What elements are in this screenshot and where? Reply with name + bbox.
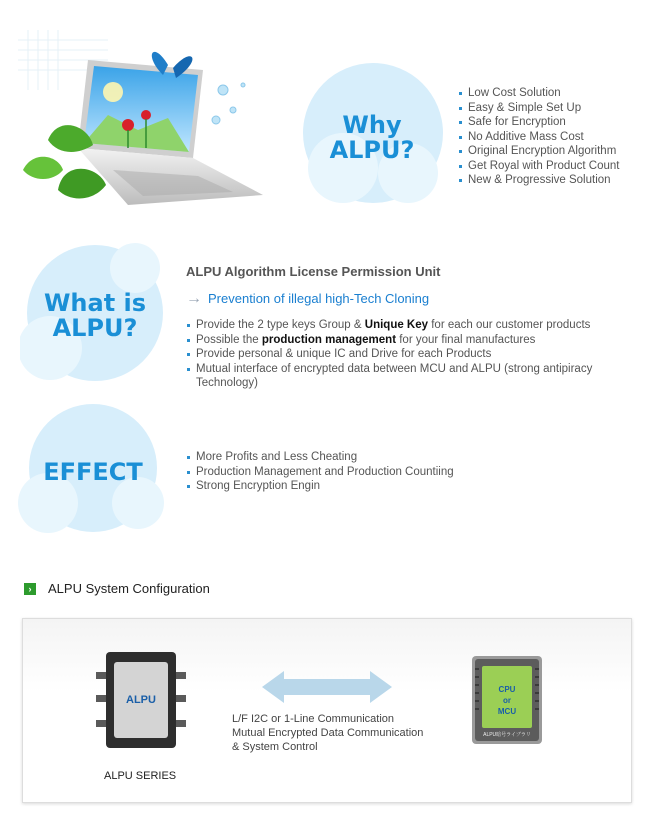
list-item: Production Management and Production Countiing (186, 465, 454, 480)
list-item: Easy & Simple Set Up (458, 101, 620, 116)
list-item: Provide personal & unique IC and Drive for each Products (186, 347, 646, 362)
why-benefits-list (458, 86, 620, 188)
list-item: No Additive Mass Cost (458, 130, 620, 145)
section-title: ALPU System Configuration (48, 581, 210, 596)
cpu-mcu-label: CPU or MCU (497, 685, 517, 716)
alpu-chip-label: ALPU (126, 694, 156, 706)
list-item: Strong Encryption Engin (186, 479, 454, 494)
arrow-right-icon: → (186, 290, 202, 307)
why-heading: Why ALPU? (329, 111, 415, 165)
communication-description: L/F I2C or 1-Line Communication Mutual Encrypted Data Communication & System Control (232, 713, 424, 753)
list-item: New & Progressive Solution (458, 173, 620, 188)
list-item: Mutual interface of encrypted data between MCU and ALPU (strong antipiracy Technology) (186, 362, 646, 391)
list-item: Get Royal with Product Count (458, 159, 620, 174)
effect-list (186, 450, 454, 494)
what-features-list (186, 318, 646, 391)
list-item: Provide the 2 type keys Group & Unique Key for each our customer products (186, 318, 646, 333)
effect-heading: EFFECT (43, 458, 143, 486)
laptop-illustration (18, 30, 278, 215)
list-item: Original Encryption Algorithm (458, 144, 620, 159)
alpu-title: ALPU Algorithm License Permission Unit (186, 264, 441, 279)
list-item: More Profits and Less Cheating (186, 450, 454, 465)
what-heading: What is ALPU? (43, 289, 147, 343)
chevron-right-icon: › (24, 583, 36, 595)
cpu-chip-small-text: ALPU暗号ライブラリ (483, 732, 531, 738)
list-item: Low Cost Solution (458, 86, 620, 101)
double-arrow-icon (262, 667, 392, 712)
alpu-subtitle: → Prevention of illegal high-Tech Cloning (186, 290, 430, 307)
list-item: Possible the production management for your final manufactures (186, 333, 646, 348)
list-item: Safe for Encryption (458, 115, 620, 130)
alpu-series-caption: ALPU SERIES (104, 770, 177, 782)
